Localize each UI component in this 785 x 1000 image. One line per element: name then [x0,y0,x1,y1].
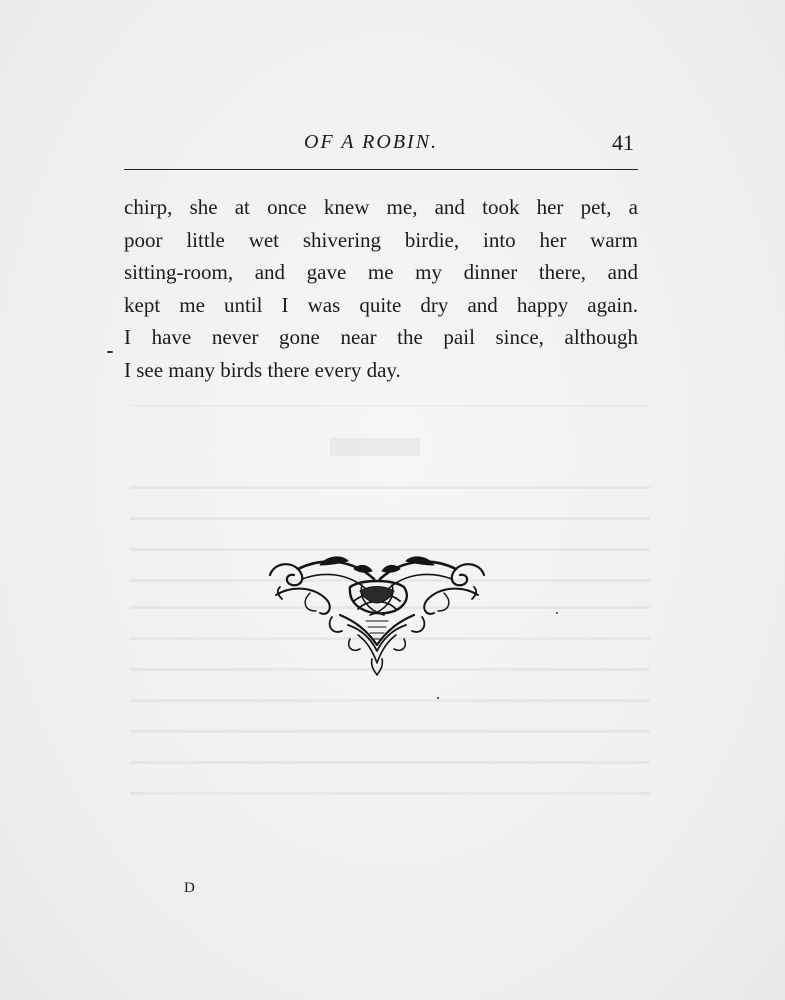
body-paragraph [124,191,638,386]
foliate-tailpiece-ornament-icon [262,555,492,677]
paper-speck [556,612,558,614]
text-line: sitting-room, and gave me my dinner there, and [124,260,638,284]
text-line: chirp, she at once knew me, and took her pet, a [124,195,638,219]
running-title: OF A ROBIN. [304,131,439,153]
text-line: I see many birds there every day. [124,357,401,382]
page-number: 41 [612,130,634,155]
paper-speck [107,351,113,353]
header-rule [124,169,638,170]
signature-mark: D [184,880,196,896]
paper-speck [437,697,439,699]
page-header [124,128,638,160]
text-line: poor little wet shivering birdie, into her warm [124,227,638,252]
text-line: kept me until I was quite dry and happy again. [124,292,638,317]
text-line: I have never gone near the pail since, although [124,325,638,349]
